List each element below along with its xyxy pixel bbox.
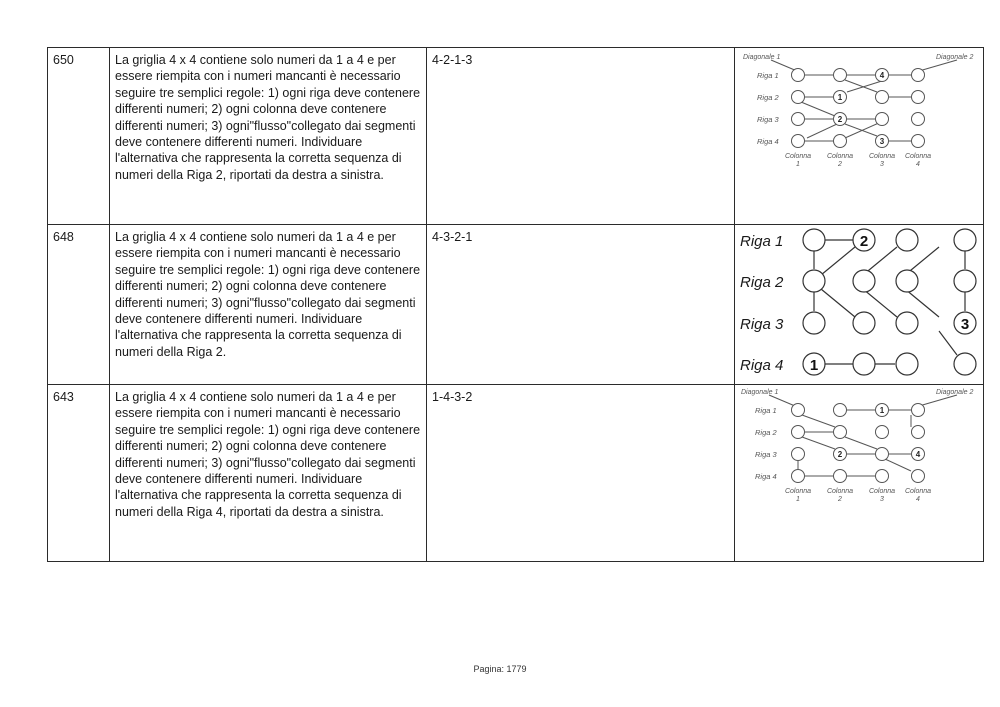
figure-cell — [735, 385, 984, 562]
diagonal-1-label: Diagonale 1 — [743, 54, 781, 61]
table-row — [48, 225, 984, 385]
grid-circles — [803, 229, 976, 375]
answer-text: 4-2-1-3 — [427, 48, 735, 225]
column-label: Colonna 1 — [784, 153, 812, 168]
diagonal-2-label: Diagonale 2 — [936, 54, 974, 61]
given-number: 3 — [879, 137, 885, 146]
given-number: 3 — [960, 316, 970, 333]
row-label: Riga 4 — [755, 472, 777, 481]
grid-circles — [792, 404, 925, 483]
given-number: 4 — [879, 71, 885, 80]
answer-text: 4-3-2-1 — [427, 225, 735, 385]
question-text: La griglia 4 x 4 contiene solo numeri da 1 a 4 e per essere riempita con i numeri mancanti è necessario seguire tre semplici regole: 1) ogni riga deve contenere differenti numeri; 2) ogni colonna deve contenere differenti numeri; 3) ogni"flusso"collegato dai segmenti deve contenere differenti numeri. Individuare l'alternativa che rappresenta la corretta sequenza di numeri della Riga 2, riportati da destra a sinistra. — [110, 48, 427, 225]
puzzle-diagram-650 — [735, 48, 983, 220]
answer-text: 1-4-3-2 — [427, 385, 735, 562]
puzzle-diagram-643 — [735, 385, 983, 557]
column-label: Colonna 2 — [826, 153, 854, 168]
row-label: Riga 1 — [755, 406, 777, 415]
given-number: 1 — [809, 357, 819, 374]
question-number: 650 — [48, 48, 110, 225]
column-label: Colonna 2 — [826, 488, 854, 503]
row-label: Riga 1 — [740, 233, 784, 250]
column-label: Colonna 1 — [784, 488, 812, 503]
row-label: Riga 4 — [740, 357, 784, 374]
column-labels — [785, 488, 931, 503]
diagonal-2-label: Diagonale 2 — [936, 389, 974, 396]
column-label: Colonna 4 — [904, 153, 932, 168]
table-row — [48, 385, 984, 562]
given-number: 2 — [859, 233, 869, 250]
question-text: La griglia 4 x 4 contiene solo numeri da 1 a 4 e per essere riempita con i numeri mancanti è necessario seguire tre semplici regole: 1) ogni riga deve contenere differenti numeri; 2) ogni colonna deve contenere differenti numeri; 3) ogni"flusso"collegato dai segmenti deve contenere differenti numeri. Individuare l'alternativa che rappresenta la corretta sequenza di numeri della Riga 4, riportati da destra a sinistra. — [110, 385, 427, 562]
diagram-lines — [814, 240, 965, 364]
given-number: 4 — [915, 450, 921, 459]
table-row — [48, 48, 984, 225]
row-label: Riga 3 — [740, 316, 784, 333]
question-number: 643 — [48, 385, 110, 562]
row-label: Riga 2 — [755, 428, 777, 437]
given-number: 1 — [837, 93, 843, 102]
row-label: Riga 3 — [755, 450, 777, 459]
given-number: 2 — [837, 115, 843, 124]
given-number: 2 — [837, 450, 843, 459]
figure-cell — [735, 48, 984, 225]
row-label: Riga 2 — [740, 274, 784, 291]
page-footer: Pagina: 1779 — [473, 664, 527, 674]
diagonal-1-label: Diagonale 1 — [741, 389, 779, 396]
column-label: Colonna 4 — [904, 488, 932, 503]
given-number: 1 — [879, 406, 885, 415]
question-number: 648 — [48, 225, 110, 385]
figure-cell — [735, 225, 984, 385]
column-labels — [785, 153, 931, 168]
question-text: La griglia 4 x 4 contiene solo numeri da 1 a 4 e per essere riempita con i numeri mancanti è necessario seguire tre semplici regole: 1) ogni riga deve contenere differenti numeri; 2) ogni colonna deve contenere differenti numeri; 3) ogni"flusso"collegato dai segmenti deve contenere differenti numeri. Individuare l'alternativa che rappresenta la corretta sequenza di numeri della Riga 2. — [110, 225, 427, 385]
puzzle-diagram-648 — [735, 225, 983, 380]
row-label: Riga 1 — [757, 71, 779, 80]
row-label: Riga 3 — [757, 115, 779, 124]
column-label: Colonna 3 — [868, 488, 896, 503]
row-label: Riga 2 — [757, 93, 779, 102]
row-label: Riga 4 — [757, 137, 779, 146]
questions-table — [47, 47, 984, 562]
column-label: Colonna 3 — [868, 153, 896, 168]
